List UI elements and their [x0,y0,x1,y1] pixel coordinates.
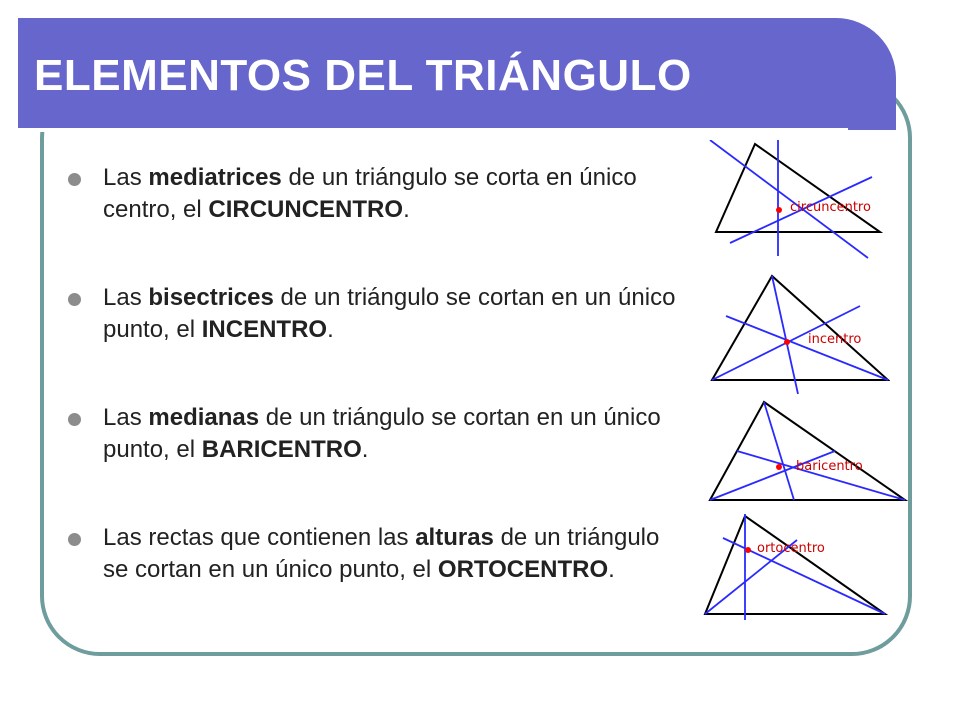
term-medianas: medianas [148,404,260,431]
text-run: . [327,316,334,343]
circuncentro-point [776,207,782,213]
bullet-dot [68,173,81,186]
baricentro-point [776,464,782,470]
circuncentro-label: circuncentro [790,200,871,215]
term-bisectrices: bisectrices [148,284,274,311]
circuncentro-figure [700,140,890,264]
text-run: . [608,556,615,583]
text-run: de un triángulo se cortan en un único punto, el [103,524,660,583]
bullet-text [103,522,688,586]
text-run: . [403,196,410,223]
ortocentro-label: ortocentro [757,541,825,556]
bullet-text [103,402,688,466]
text-run: de un triángulo se cortan en un único punto, el [103,284,676,343]
text-run: . [361,436,369,463]
triangle-outline [712,276,888,380]
bullet-text [103,282,688,346]
bullet-dot [68,293,81,306]
term-alturas: alturas [415,524,494,551]
bullet-item-bisectrices [68,282,688,346]
incentro-figure [700,270,890,394]
term-incentro: INCENTRO [201,316,328,343]
text-run: de un triángulo se corta en único centro, el [103,164,637,223]
bullet-item-alturas [68,522,688,586]
page-title: ELEMENTOS DEL TRIÁNGULO [34,51,692,100]
term-ortocentro: ORTOCENTRO [437,556,609,583]
bullet-dot [68,533,81,546]
median-line [764,402,794,500]
term-mediatrices: mediatrices [148,164,282,191]
term-baricentro: BARICENTRO [201,436,362,463]
baricentro-figure [700,396,910,506]
bullet-dot [68,413,81,426]
incentro-label: incentro [808,332,862,347]
bullet-item-mediatrices [68,162,688,226]
triangle-outline [705,516,885,614]
text-run: Las [103,284,149,311]
text-run: de un triángulo se cortan en un único punto, el [103,404,661,463]
bullet-text [103,162,688,226]
text-run: Las [103,404,149,431]
bullet-item-medianas [68,402,688,466]
term-circuncentro: CIRCUNCENTRO [208,196,404,223]
ortocentro-point [745,547,751,553]
ortocentro-figure [695,512,890,620]
baricentro-label: baricentro [796,459,863,474]
text-run: Las [103,164,149,191]
text-run: Las rectas que contienen las [103,524,416,551]
triangle-outline [716,144,880,232]
title-underline [0,128,848,132]
incentro-point [784,339,790,345]
angle-bisector-line [726,316,888,380]
